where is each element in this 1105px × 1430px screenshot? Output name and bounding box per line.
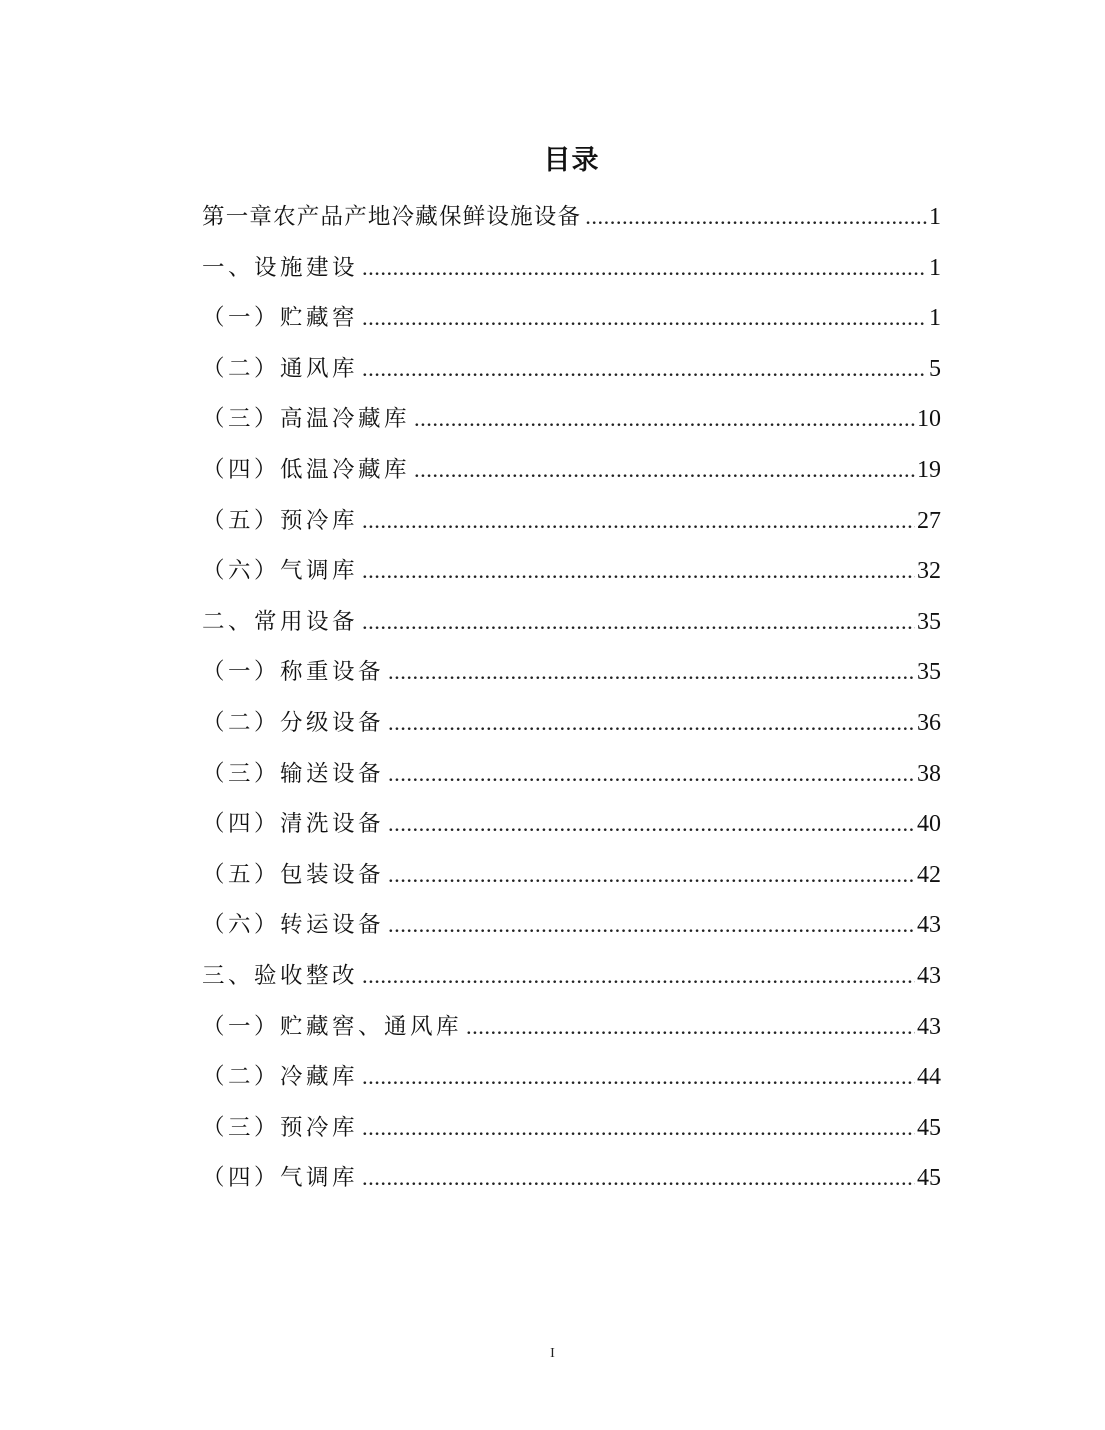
toc-dot-leader xyxy=(362,243,927,294)
toc-page-number: 38 xyxy=(917,760,941,787)
toc-dot-leader xyxy=(388,799,915,850)
toc-entry[interactable] xyxy=(202,243,941,294)
toc-entry-label: （一）贮藏窖、通风库 xyxy=(202,1013,463,1040)
toc-entry[interactable] xyxy=(202,1103,941,1154)
toc-entry[interactable] xyxy=(202,900,941,951)
toc-entry[interactable] xyxy=(202,597,941,648)
toc-dot-leader xyxy=(388,647,915,698)
toc-dot-leader xyxy=(362,293,927,344)
toc-page-number: 42 xyxy=(917,861,941,888)
toc-page-number: 10 xyxy=(917,406,941,433)
toc-entry[interactable] xyxy=(202,749,941,800)
toc-entry[interactable] xyxy=(202,1153,941,1204)
toc-entry[interactable] xyxy=(202,698,941,749)
toc-dot-leader xyxy=(362,546,915,597)
toc-entry-label: （二）通风库 xyxy=(202,355,359,382)
table-of-contents xyxy=(202,192,941,1204)
toc-dot-leader xyxy=(362,344,927,395)
toc-dot-leader xyxy=(362,1103,915,1154)
toc-dot-leader xyxy=(414,445,915,496)
toc-dot-leader xyxy=(362,951,915,1002)
toc-entry[interactable] xyxy=(202,293,941,344)
toc-entry-label: 三、验收整改 xyxy=(202,962,359,989)
toc-page-number: 40 xyxy=(917,811,941,838)
toc-entry-label: （六）气调库 xyxy=(202,558,359,585)
toc-dot-leader xyxy=(414,394,915,445)
toc-entry[interactable] xyxy=(202,1002,941,1053)
toc-page-number: 1 xyxy=(929,305,941,332)
toc-page-number: 45 xyxy=(917,1114,941,1141)
toc-dot-leader xyxy=(362,1153,915,1204)
toc-entry[interactable] xyxy=(202,647,941,698)
toc-page-number: 44 xyxy=(917,1064,941,1091)
toc-dot-leader xyxy=(388,749,915,800)
toc-page-number: 35 xyxy=(917,659,941,686)
toc-entry-label: （二）冷藏库 xyxy=(202,1064,359,1091)
toc-entry[interactable] xyxy=(202,445,941,496)
toc-entry[interactable] xyxy=(202,850,941,901)
toc-entry-label: （五）预冷库 xyxy=(202,507,359,534)
toc-dot-leader xyxy=(466,1002,915,1053)
toc-page-number: 27 xyxy=(917,507,941,534)
toc-entry-label: （三）高温冷藏库 xyxy=(202,406,411,433)
toc-dot-leader xyxy=(362,597,915,648)
toc-entry[interactable] xyxy=(202,799,941,850)
toc-dot-leader xyxy=(388,698,915,749)
toc-dot-leader xyxy=(388,850,915,901)
toc-entry-label: （四）低温冷藏库 xyxy=(202,456,411,483)
toc-page-number: 36 xyxy=(917,709,941,736)
toc-page-number: 35 xyxy=(917,608,941,635)
toc-page-number: 32 xyxy=(917,558,941,585)
toc-entry-label: （六）转运设备 xyxy=(202,912,385,939)
toc-entry[interactable] xyxy=(202,496,941,547)
toc-page-number: 45 xyxy=(917,1165,941,1192)
toc-dot-leader xyxy=(388,900,915,951)
toc-entry-label: （四）清洗设备 xyxy=(202,811,385,838)
toc-entry[interactable] xyxy=(202,951,941,1002)
toc-entry-label: （一）称重设备 xyxy=(202,659,385,686)
footer-page-number: I xyxy=(550,1346,555,1361)
toc-entry-label: （三）输送设备 xyxy=(202,760,385,787)
toc-entry[interactable] xyxy=(202,1052,941,1103)
toc-entry-label: （一）贮藏窖 xyxy=(202,305,359,332)
toc-dot-leader xyxy=(362,1052,915,1103)
toc-entry-label: 一、设施建设 xyxy=(202,254,359,281)
toc-entry-label: （五）包装设备 xyxy=(202,861,385,888)
toc-page-number: 43 xyxy=(917,912,941,939)
toc-page-number: 43 xyxy=(917,962,941,989)
toc-page-number: 43 xyxy=(917,1013,941,1040)
toc-entry-label: （四）气调库 xyxy=(202,1165,359,1192)
toc-dot-leader xyxy=(362,496,915,547)
page-title: 目录 xyxy=(543,145,600,176)
toc-entry[interactable] xyxy=(202,344,941,395)
toc-entry-label: （二）分级设备 xyxy=(202,709,385,736)
toc-page-number: 5 xyxy=(929,355,941,382)
toc-dot-leader xyxy=(585,192,927,243)
toc-entry[interactable] xyxy=(202,394,941,445)
toc-page-number: 1 xyxy=(929,204,941,230)
toc-entry-label: 二、常用设备 xyxy=(202,608,359,635)
toc-entry-label: （三）预冷库 xyxy=(202,1114,359,1141)
toc-page-number: 19 xyxy=(917,456,941,483)
toc-entry[interactable] xyxy=(202,192,941,243)
toc-page-number: 1 xyxy=(929,254,941,281)
toc-entry[interactable] xyxy=(202,546,941,597)
toc-entry-label: 第一章农产品产地冷藏保鲜设施设备 xyxy=(202,204,582,230)
